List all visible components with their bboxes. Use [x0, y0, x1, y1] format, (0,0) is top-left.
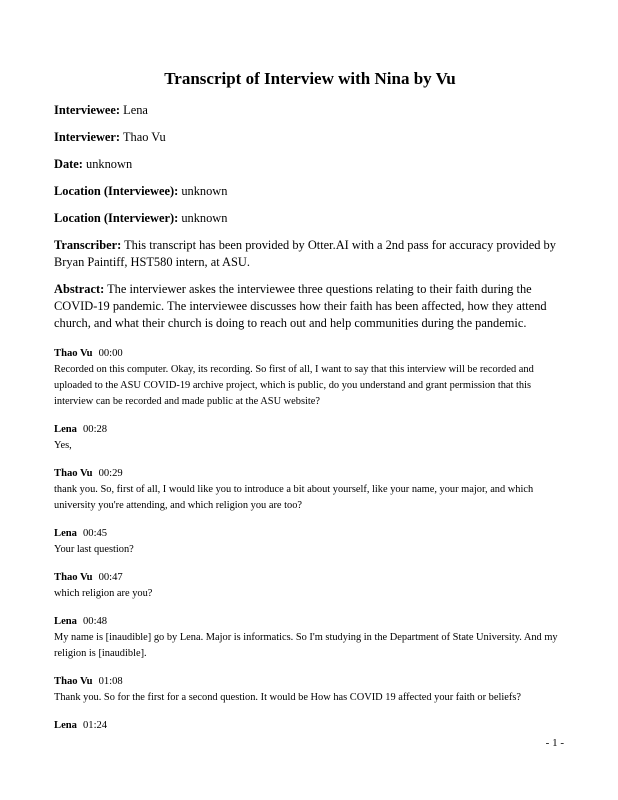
timestamp: 00:48 — [82, 616, 108, 627]
timestamp: 00:29 — [98, 468, 123, 479]
meta-value: unknown — [181, 211, 228, 225]
timestamp: 01:08 — [98, 676, 123, 687]
meta-label: Interviewer: — [54, 130, 121, 144]
speaker-name: Thao Vu — [54, 348, 93, 359]
meta-value: Lena — [123, 103, 148, 117]
meta-entry — [54, 102, 566, 119]
meta-entry — [54, 156, 566, 173]
meta-entry — [54, 210, 566, 227]
transcript-turn — [54, 422, 566, 454]
timestamp: 00:45 — [82, 528, 108, 539]
utterance-text: Recorded on this computer. Okay, its recording. So first of all, I want to say that this interview will be recorded and uploaded to the ASU COVID-19 archive project, which is public, do you understand and grant permission that this interview can be recorded and made public at the ASU website? — [54, 364, 534, 407]
transcript-turn — [54, 674, 566, 706]
speaker-name: Lena — [54, 424, 77, 435]
speaker-name: Thao Vu — [54, 572, 93, 583]
speaker-name: Lena — [54, 528, 77, 539]
meta-value: unknown — [181, 184, 228, 198]
speaker-line — [54, 422, 566, 438]
meta-value: Thao Vu — [122, 130, 166, 144]
utterance-text: Thank you. So for the first for a second question. It would be How has COVID 19 affected your faith or beliefs? — [54, 692, 521, 703]
meta-value: unknown — [86, 157, 133, 171]
meta-entry — [54, 129, 566, 146]
speaker-name: Thao Vu — [54, 468, 93, 479]
speaker-name: Lena — [54, 616, 77, 627]
metadata-block — [54, 102, 566, 332]
utterance-text: thank you. So, first of all, I would like you to introduce a bit about yourself, like your name, your major, and which university you're attending, and which religion you are too? — [54, 484, 534, 511]
utterance-text: Your last question? — [54, 544, 134, 555]
timestamp: 01:24 — [82, 720, 108, 731]
speaker-line — [54, 346, 566, 362]
transcript-turn — [54, 570, 566, 602]
timestamp: 00:47 — [98, 572, 123, 583]
meta-label: Interviewee: — [54, 103, 121, 117]
utterance-text: which religion are you? — [54, 588, 153, 599]
utterance-text: My name is [inaudible] go by Lena. Major is informatics. So I'm studying in the Department of State University. And my religion is [inaudible]. — [54, 632, 558, 659]
utterance-text: Yes, — [54, 440, 72, 451]
transcript-turn — [54, 718, 566, 734]
meta-value: The interviewer askes the interviewee three questions relating to their faith during the COVID-19 pandemic. The interviewee discusses how their faith has been affected, how they attend church, and what their church is doing to reach out and help communities during the pandemic. — [54, 282, 547, 330]
speaker-line — [54, 466, 566, 482]
page-title: Transcript of Interview with Nina by Vu — [164, 69, 456, 88]
page-number: - 1 - — [545, 737, 564, 749]
speaker-line — [54, 526, 566, 542]
timestamp: 00:28 — [82, 424, 108, 435]
transcript-turn — [54, 526, 566, 558]
transcript-turn — [54, 466, 566, 514]
meta-label: Abstract: — [54, 282, 105, 296]
transcript-turn — [54, 614, 566, 662]
meta-entry — [54, 281, 566, 332]
meta-entry — [54, 183, 566, 200]
transcript-turn — [54, 346, 566, 410]
meta-label: Location (Interviewee): — [54, 184, 179, 198]
timestamp: 00:00 — [98, 348, 123, 359]
meta-label: Date: — [54, 157, 83, 171]
speaker-line — [54, 570, 566, 586]
speaker-name: Lena — [54, 720, 77, 731]
speaker-line — [54, 674, 566, 690]
speaker-name: Thao Vu — [54, 676, 93, 687]
meta-label: Location (Interviewer): — [54, 211, 179, 225]
transcript-page — [54, 68, 566, 746]
speaker-line — [54, 614, 566, 630]
speaker-line — [54, 718, 566, 734]
transcript-body — [54, 346, 566, 734]
meta-value: This transcript has been provided by Otter.AI with a 2nd pass for accuracy provided by Bryan Paintiff, HST580 intern, at ASU. — [54, 238, 556, 269]
meta-entry — [54, 237, 566, 271]
meta-label: Transcriber: — [54, 238, 122, 252]
